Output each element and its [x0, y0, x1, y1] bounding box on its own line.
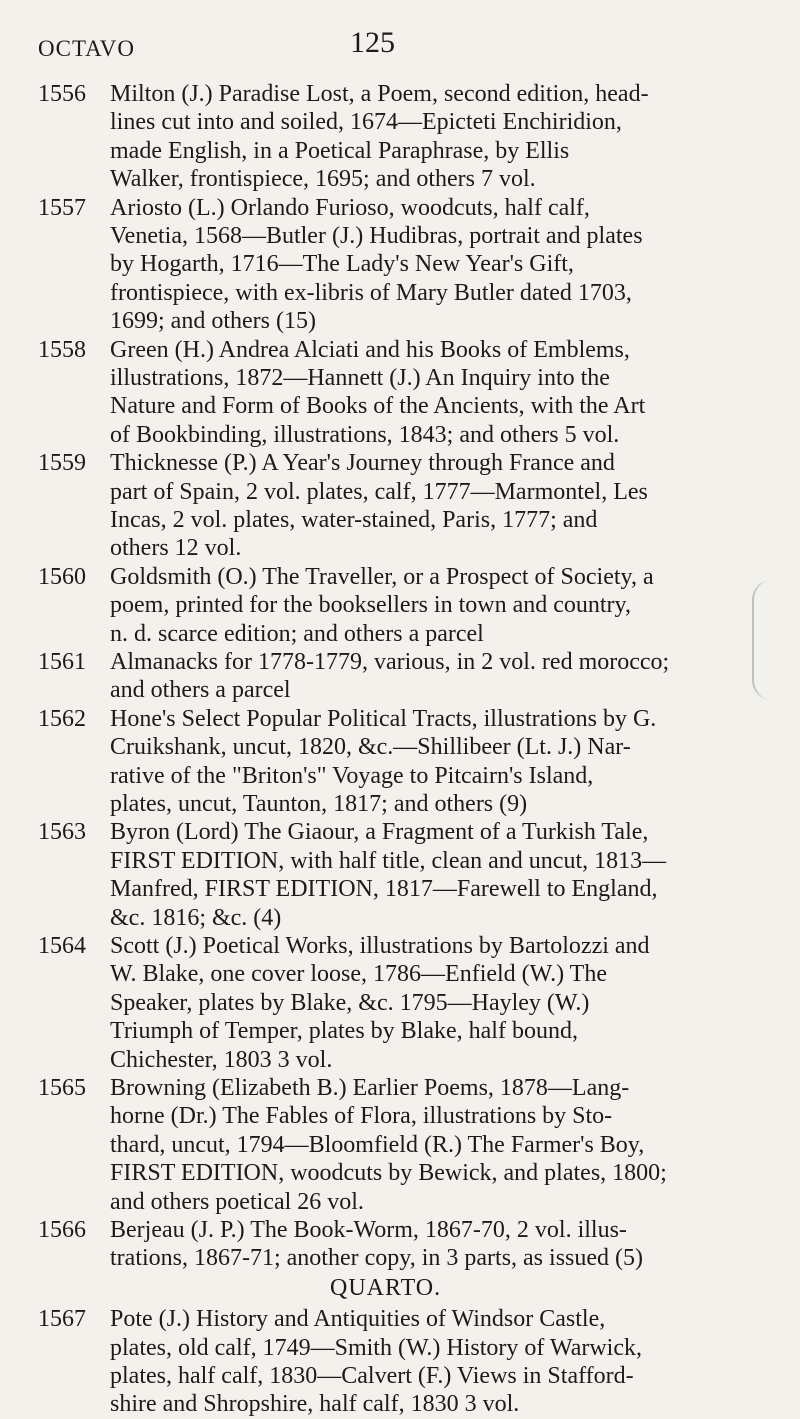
lot-number: 1566 — [38, 1217, 86, 1243]
lot-number: 1563 — [38, 819, 86, 846]
description-line: Scott (J.) Poetical Works, illustrations by Bartolozzi and — [110, 933, 650, 959]
lot-number: 1562 — [38, 705, 86, 732]
description-line: and others a parcel — [110, 677, 291, 704]
description-line: Walker, frontispiece, 1695; and others 7 vol. — [110, 166, 536, 193]
description-line: Nature and Form of Books of the Ancients, with the Art — [110, 393, 646, 420]
description-line: Ariosto (L.) Orlando Furioso, woodcuts, half calf, — [110, 194, 590, 221]
description-line: rative of the "Briton's" Voyage to Pitcairn's Island, — [110, 762, 594, 789]
lot-description — [110, 1216, 755, 1273]
description-line: Byron (Lord) The Giaour, a Fragment of a Turkish Tale, — [110, 819, 649, 846]
lot-number: 1564 — [38, 933, 86, 959]
description-line: FIRST EDITION, with half title, clean and uncut, 1813— — [110, 847, 667, 874]
description-line: &c. 1816; &c. (4) — [110, 904, 282, 931]
description-line: plates, uncut, Taunton, 1817; and others (9) — [110, 790, 528, 817]
description-line: Manfred, FIRST EDITION, 1817—Farewell to England, — [110, 876, 658, 903]
lot-number: 1556 — [38, 81, 86, 107]
lot-description — [110, 705, 755, 819]
description-line: by Hogarth, 1716—The Lady's New Year's Gift, — [110, 251, 574, 278]
description-line: Triumph of Temper, plates by Blake, half bound, — [110, 1018, 578, 1045]
description-line: Pote (J.) History and Antiquities of Windsor Castle, — [110, 1306, 606, 1333]
lot-description — [110, 818, 755, 932]
description-line: others 12 vol. — [110, 535, 242, 562]
margin-mark — [752, 580, 790, 700]
description-line: thard, uncut, 1794—Bloomfield (R.) The Farmer's Boy, — [110, 1131, 645, 1158]
description-line: of Bookbinding, illustrations, 1843; and others 5 vol. — [110, 421, 620, 448]
lot-number: 1565 — [38, 1075, 86, 1101]
description-line: W. Blake, one cover loose, 1786—Enfield (W.) The — [110, 961, 607, 988]
description-line: Thicknesse (P.) A Year's Journey through France and — [110, 450, 615, 477]
section-label: OCTAVO — [38, 36, 136, 61]
lot-number: 1561 — [38, 649, 86, 675]
description-line: 1699; and others (15) — [110, 308, 316, 335]
lot-number: 1560 — [38, 563, 86, 590]
description-line: Chichester, 1803 3 vol. — [110, 1046, 333, 1073]
description-line: Speaker, plates by Blake, &c. 1795—Hayley (W.) — [110, 989, 590, 1016]
lot-description — [110, 336, 755, 450]
description-line: Berjeau (J. P.) The Book-Worm, 1867-70, 2 vol. illus- — [110, 1217, 627, 1243]
description-line: part of Spain, 2 vol. plates, calf, 1777—Marmontel, Les — [110, 478, 648, 505]
description-line: frontispiece, with ex-libris of Mary Butler dated 1703, — [110, 279, 632, 306]
lot-number: 1559 — [38, 450, 86, 477]
description-line: plates, half calf, 1830—Calvert (F.) Views in Stafford- — [110, 1362, 634, 1389]
description-line: trations, 1867-71; another copy, in 3 parts, as issued (5) — [110, 1245, 644, 1272]
lot-description — [110, 563, 755, 648]
description-line: Venetia, 1568—Butler (J.) Hudibras, portrait and plates — [110, 222, 643, 249]
page-header — [38, 26, 758, 66]
description-line: plates, old calf, 1749—Smith (W.) History of Warwick, — [110, 1334, 642, 1361]
lot-number: 1558 — [38, 336, 86, 363]
description-line: Almanacks for 1778-1779, various, in 2 vol. red morocco; — [110, 649, 670, 675]
page-number: 125 — [350, 26, 395, 59]
description-line: FIRST EDITION, woodcuts by Bewick, and plates, 1800; — [110, 1160, 667, 1187]
description-line: shire and Shropshire, half calf, 1830 3 vol. — [110, 1391, 520, 1418]
description-line: horne (Dr.) The Fables of Flora, illustrations by Sto- — [110, 1103, 613, 1130]
description-line: Goldsmith (O.) The Traveller, or a Prospect of Society, a — [110, 563, 654, 590]
lot-number: 1567 — [38, 1306, 86, 1333]
description-line: made English, in a Poetical Paraphrase, by Ellis — [110, 137, 570, 164]
lot-description — [110, 1305, 755, 1419]
lot-description — [110, 932, 755, 1074]
description-line: Milton (J.) Paradise Lost, a Poem, second edition, head- — [110, 81, 649, 107]
lot-description — [110, 648, 755, 705]
description-line: n. d. scarce edition; and others a parcel — [110, 620, 484, 647]
lot-number: 1557 — [38, 194, 86, 221]
lot-description — [110, 80, 755, 194]
description-line: Cruikshank, uncut, 1820, &c.—Shillibeer (Lt. J.) Nar- — [110, 734, 631, 761]
description-line: Hone's Select Popular Political Tracts, illustrations by G. — [110, 705, 657, 732]
description-line: Incas, 2 vol. plates, water-stained, Paris, 1777; and — [110, 506, 598, 533]
section-heading: QUARTO. — [330, 1274, 442, 1301]
description-line: Green (H.) Andrea Alciati and his Books of Emblems, — [110, 336, 630, 363]
description-line: illustrations, 1872—Hannett (J.) An Inquiry into the — [110, 364, 610, 391]
lot-description — [110, 1074, 755, 1216]
lot-description — [110, 449, 755, 563]
description-line: poem, printed for the booksellers in town and country, — [110, 592, 631, 619]
description-line: and others poetical 26 vol. — [110, 1188, 364, 1215]
description-line: lines cut into and soiled, 1674—Epicteti Enchiridion, — [110, 109, 622, 136]
description-line: Browning (Elizabeth B.) Earlier Poems, 1878—Lang- — [110, 1075, 630, 1101]
lot-description — [110, 194, 755, 336]
